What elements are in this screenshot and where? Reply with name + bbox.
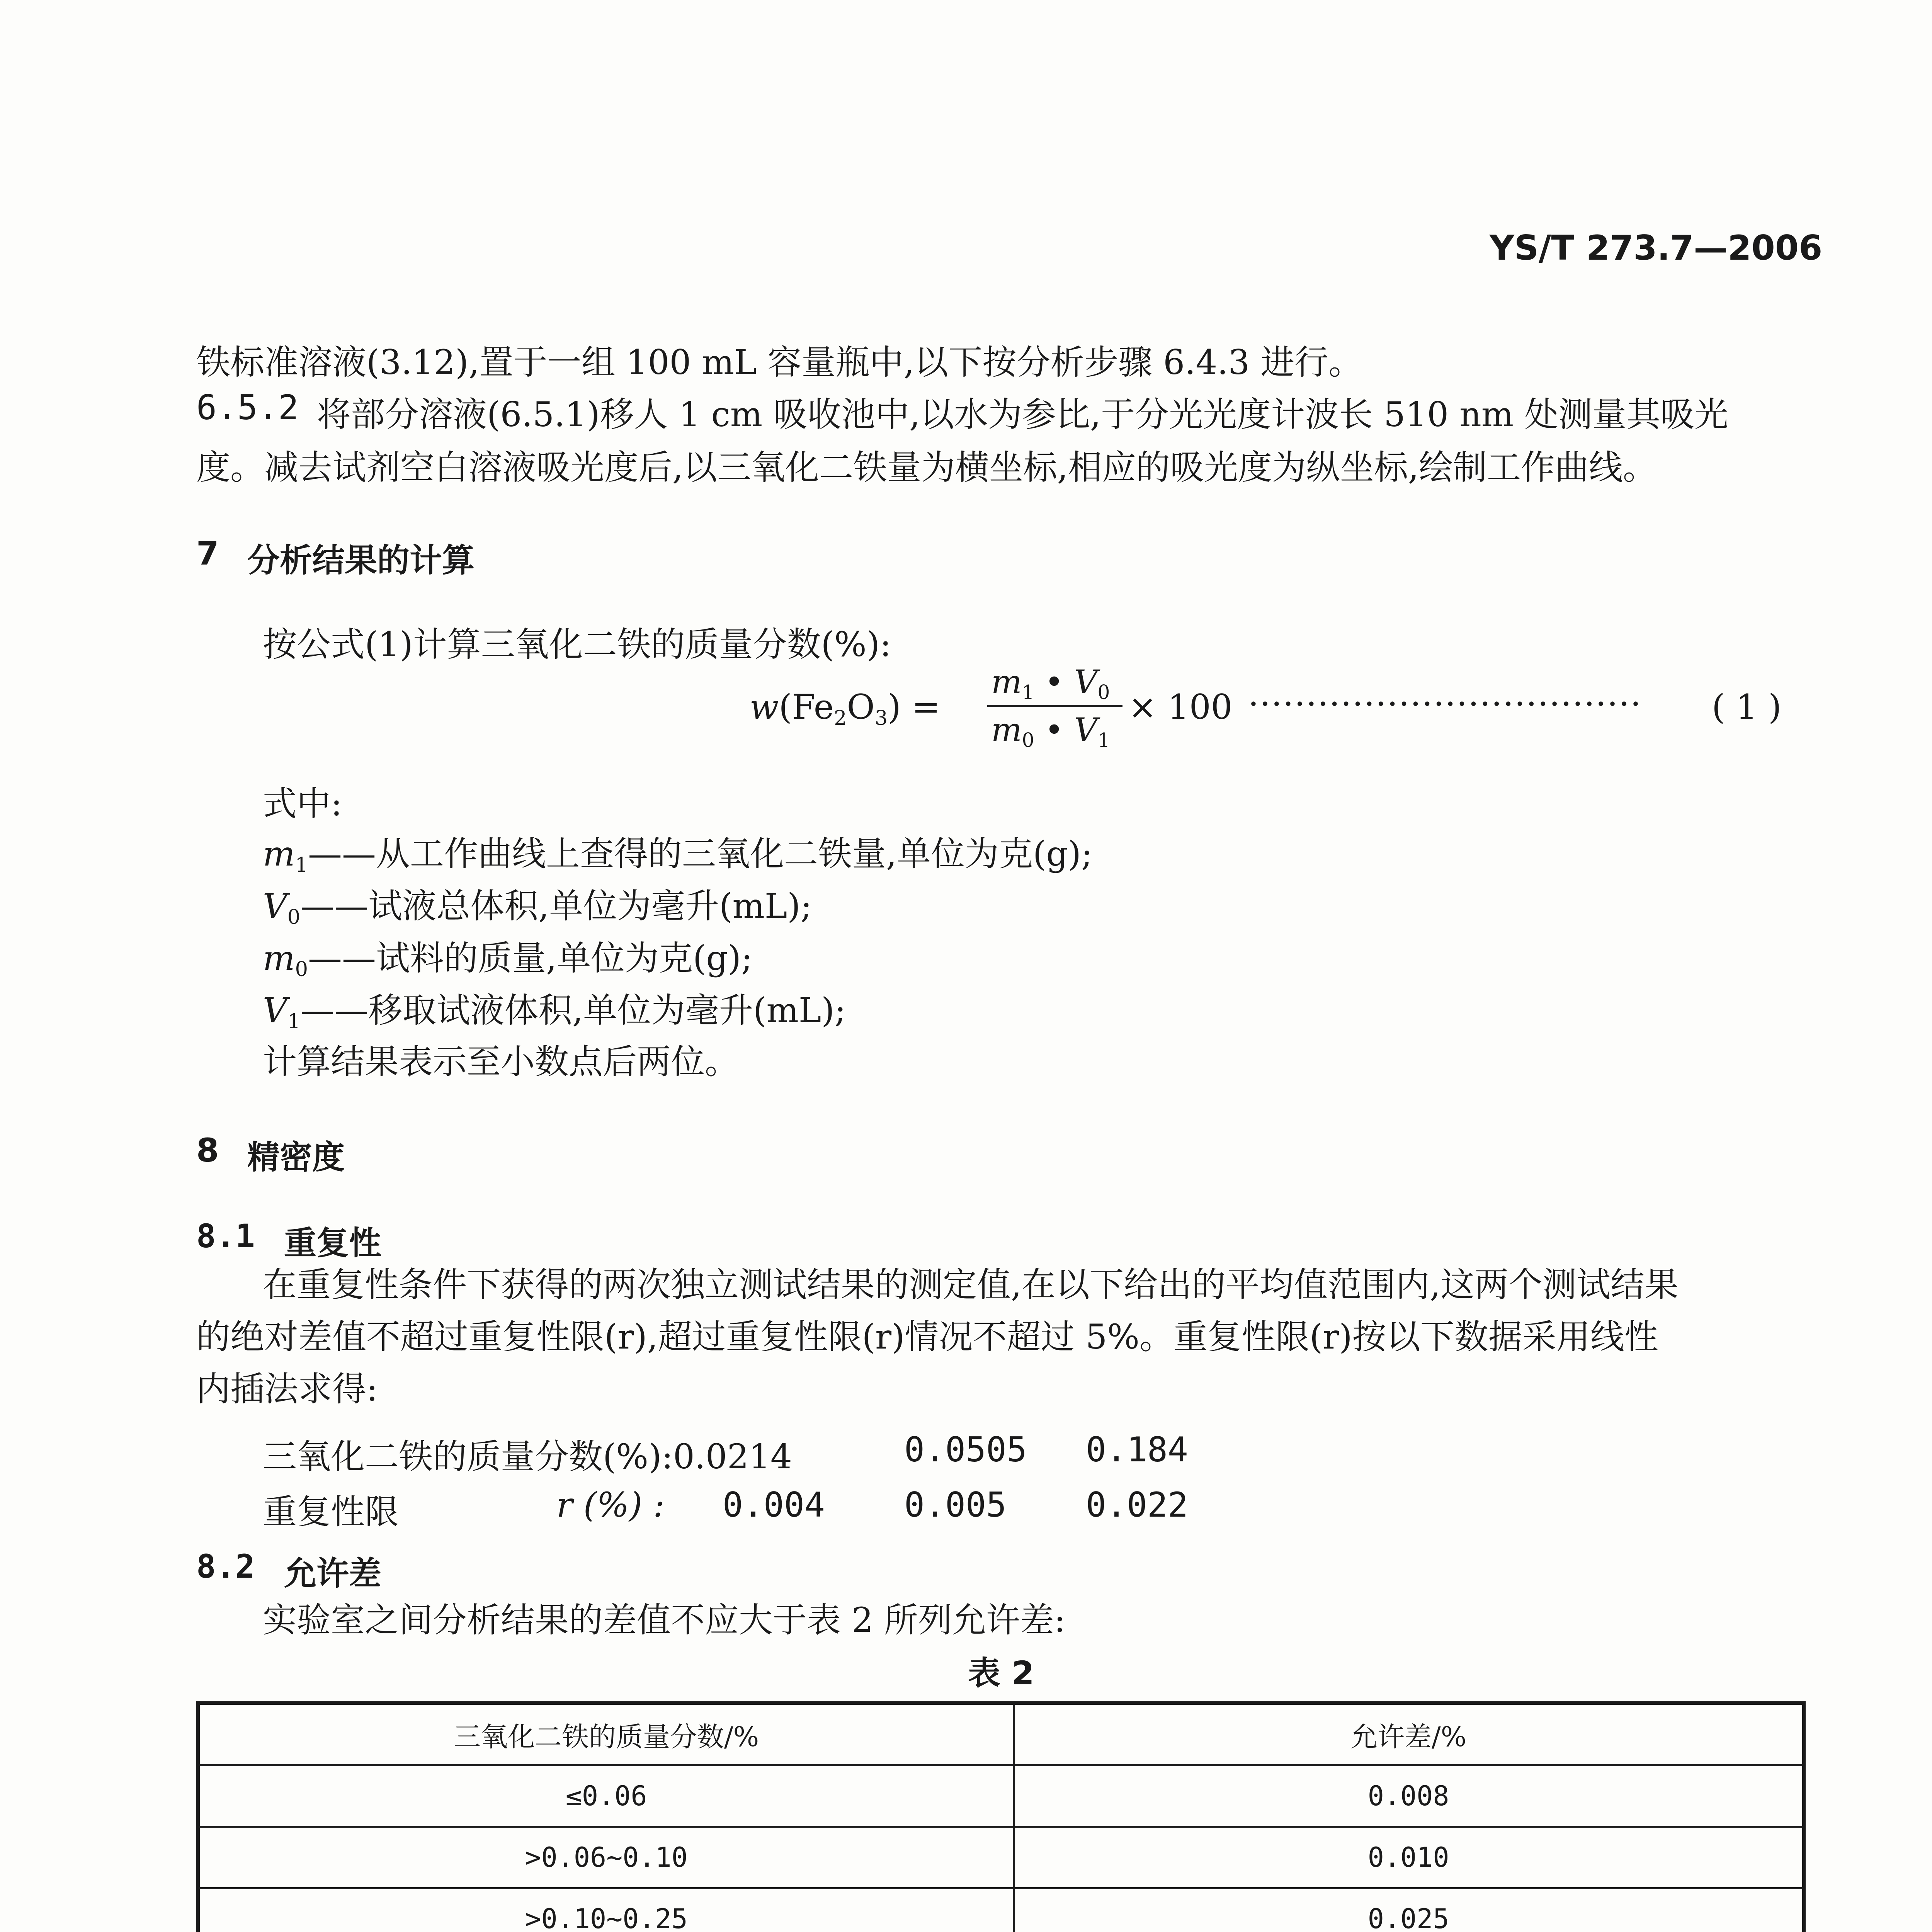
paragraph-line: 在重复性条件下获得的两次独立测试结果的测定值,在以下给出的平均值范围内,这两个测试结果 [263,1265,1679,1304]
table-header-cell: 三氧化二铁的质量分数/% [198,1703,1014,1765]
table-row [198,1827,1804,1888]
subsection-number: 8.2 [196,1548,255,1585]
fraction-bar [987,705,1122,707]
repeatability-value: 0.184 [1086,1430,1188,1469]
paragraph-line: 实验室之间分析结果的差值不应大于表 2 所列允许差: [263,1600,1066,1640]
repeatability-limit-value: 0.005 [904,1485,1007,1525]
repeatability-mass-fraction-label: 三氧化二铁的质量分数(%):0.0214 [263,1437,792,1476]
formula-lhs: $w(Fe_2O_3)$ = [750,687,940,730]
fraction-numerator: $m_1$ • $V_0$ [991,663,1110,704]
table-title: 表 2 [968,1654,1034,1692]
section-title: 精密度 [247,1138,345,1176]
fraction-denominator: $m_0$ • $V_1$ [991,711,1110,752]
table-cell: >0.10~0.25 [198,1888,1014,1932]
table-header-row [198,1703,1804,1765]
table-cell: 0.010 [1014,1827,1804,1888]
paragraph-line: 铁标准溶液(3.12),置于一组 100 mL 容量瓶中,以下按分析步骤 6.4.3 进行。 [196,342,1363,382]
repeatability-value: 0.0505 [904,1430,1027,1469]
repeatability-limit-value: 0.004 [723,1485,825,1525]
definition-line: $V_1——$移取试液体积,单位为毫升(mL); [263,990,846,1033]
table-cell: >0.06~0.10 [198,1827,1014,1888]
table-cell: 0.008 [1014,1765,1804,1827]
section-number: 8 [196,1131,219,1169]
table-cell: ≤0.06 [198,1765,1014,1827]
table-header-cell: 允许差/% [1014,1703,1804,1765]
paragraph-line: 度。减去试剂空白溶液吸光度后,以三氧化二铁量为横坐标,相应的吸光度为纵坐标,绘制工作曲线。 [196,447,1657,487]
definition-line: $V_0——$试液总体积,单位为毫升(mL); [263,886,812,929]
paragraph-line: 将部分溶液(6.5.1)移人 1 cm 吸收池中,以水为参比,于分光光度计波长 510 nm 处测量其吸光 [317,395,1729,434]
equation-number: ( 1 ) [1712,687,1782,727]
repeatability-limit-value: 0.022 [1086,1485,1188,1525]
where-label: 式中: [263,784,342,823]
paragraph-line: 按公式(1)计算三氧化二铁的质量分数(%): [263,624,891,664]
section-title: 分析结果的计算 [247,541,475,579]
formula-multiplier: × 100 [1128,687,1233,727]
definition-line: $m_0——$试料的质量,单位为克(g); [263,938,753,981]
paragraph-line: 的绝对差值不超过重复性限(r),超过重复性限(r)情况不超过 5%。重复性限(r)按以下数据采用线性 [196,1317,1658,1357]
subsection-title: 允许差 [284,1554,382,1592]
definition-line: $m_1——$从工作曲线上查得的三氧化二铁量,单位为克(g); [263,834,1093,877]
table-cell: 0.025 [1014,1888,1804,1932]
tolerance-table [196,1701,1806,1932]
clause-number: 6.5.2 [196,388,299,427]
document-number: YS/T 273.7—2006 [1490,228,1823,268]
section-number: 7 [196,534,219,572]
repeatability-limit-symbol: r (%) : [556,1485,665,1525]
paragraph-line: 计算结果表示至小数点后两位。 [263,1042,739,1082]
repeatability-limit-label: 重复性限 [263,1492,399,1532]
formula-fraction [987,663,1126,752]
table-row [198,1765,1804,1827]
table-row [198,1888,1804,1932]
paragraph-line: 内插法求得: [196,1369,378,1409]
subsection-title: 重复性 [284,1224,382,1262]
leader-dots: ·································· [1248,684,1642,724]
subsection-number: 8.1 [196,1217,255,1255]
